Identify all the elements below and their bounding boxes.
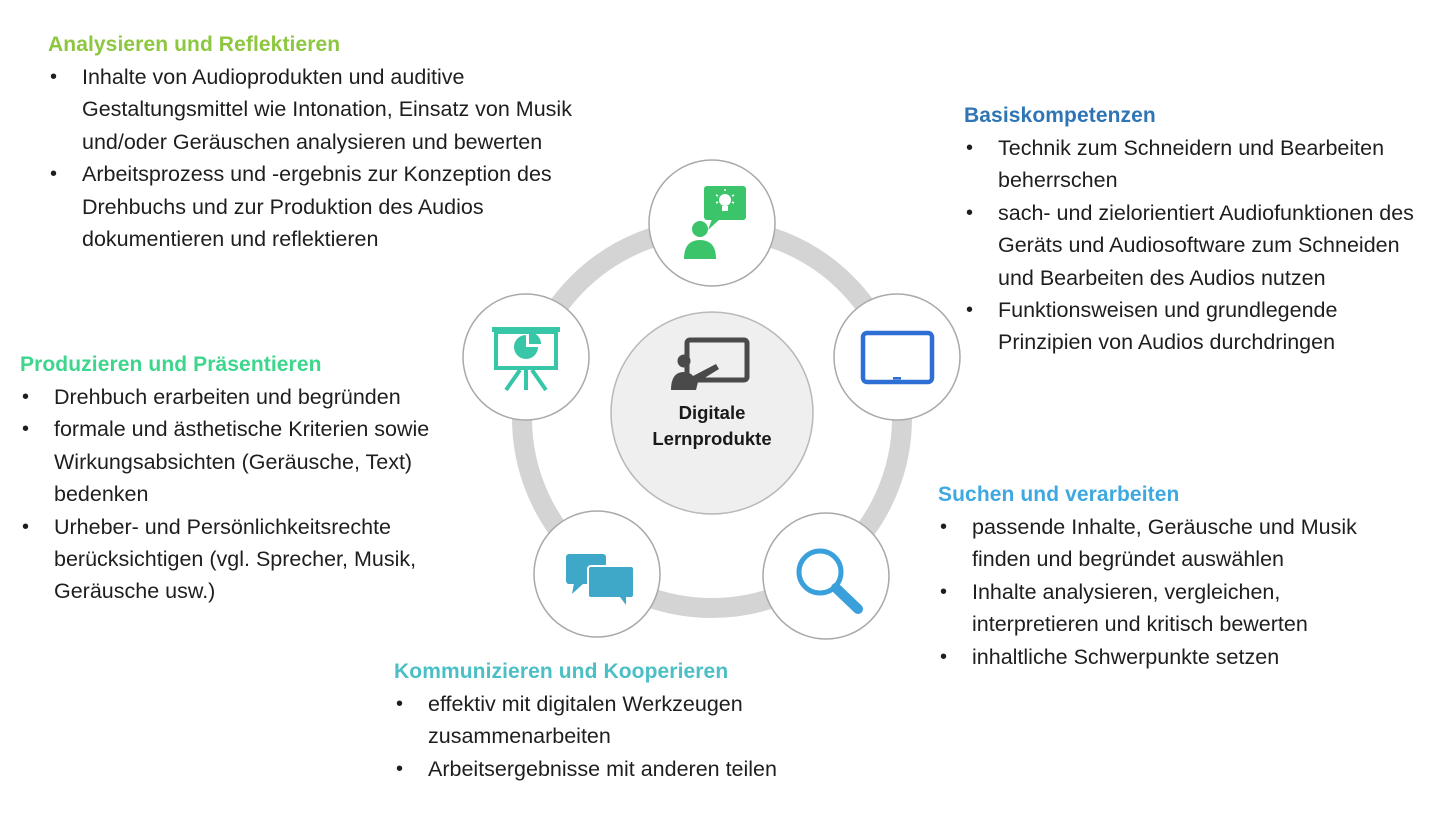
bullet-list (938, 511, 1408, 673)
bullet-list (20, 381, 490, 608)
list-item: • inhaltliche Schwerpunkte setzen (938, 641, 1408, 673)
list-item: • Arbeitsprozess und -ergebnis zur Konzeption des Drehbuchs und zur Produktion des Audios dokumentieren und reflektieren (48, 158, 608, 255)
list-item: • Drehbuch erarbeiten und begründen (20, 381, 490, 413)
block-analysieren-reflektieren (48, 33, 608, 255)
block-title: Suchen und verarbeiten (938, 483, 1180, 506)
block-title: Produzieren und Präsentieren (20, 353, 322, 376)
list-item: • Technik zum Schneidern und Bearbeiten beherrschen (964, 132, 1424, 197)
block-basiskompetenzen (964, 104, 1424, 359)
list-item: • passende Inhalte, Geräusche und Musik finden und begründet auswählen (938, 511, 1408, 576)
center-title (612, 400, 812, 452)
center-title-line1: Digitale (678, 402, 746, 423)
list-item: • Urheber- und Persönlichkeitsrechte berücksichtigen (vgl. Sprecher, Musik, Geräusche usw.) (20, 511, 490, 608)
list-item: • Arbeitsergebnisse mit anderen teilen (394, 753, 874, 785)
block-produzieren-praesentieren (20, 353, 490, 608)
block-title: Analysieren und Reflektieren (48, 33, 341, 56)
block-title: Kommunizieren und Kooperieren (394, 660, 729, 683)
block-suchen-verarbeiten (938, 483, 1408, 673)
list-item: • sach- und zielorientiert Audiofunktionen des Geräts und Audiosoftware zum Schneiden und Bearbeiten des Audios nutzen (964, 197, 1424, 294)
list-item: • Inhalte analysieren, vergleichen, interpretieren und kritisch bewerten (938, 576, 1408, 641)
list-item: • effektiv mit digitalen Werkzeugen zusammenarbeiten (394, 688, 874, 753)
node-right (834, 294, 960, 420)
block-title: Basiskompetenzen (964, 104, 1156, 127)
list-item: • formale und ästhetische Kriterien sowie Wirkungsabsichten (Geräusche, Text) bedenken (20, 413, 490, 510)
block-kommunizieren-kooperieren (394, 660, 874, 785)
node-bottom-right (763, 513, 889, 639)
bullet-list (964, 132, 1424, 359)
center-title-line2: Lernprodukte (652, 428, 772, 449)
bullet-list (48, 61, 608, 255)
list-item: • Funktionsweisen und grundlegende Prinzipien von Audios durchdringen (964, 294, 1424, 359)
bullet-list (394, 688, 874, 785)
list-item: • Inhalte von Audioprodukten und auditive Gestaltungsmittel wie Intonation, Einsatz von Musik und/oder Geräuschen analysieren und bewerten (48, 61, 608, 158)
